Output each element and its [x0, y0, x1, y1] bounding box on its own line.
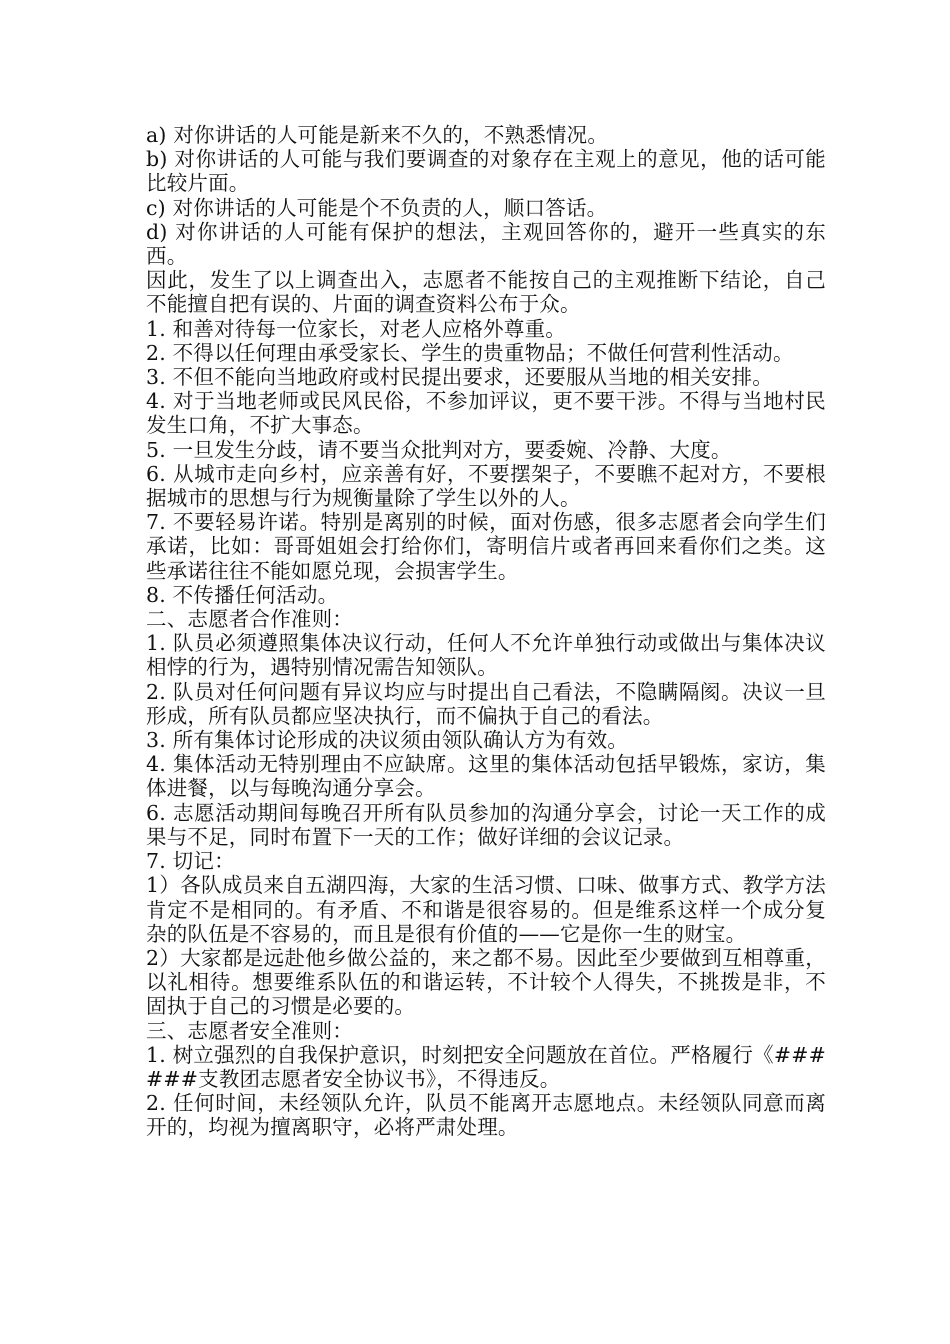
list-item: 4. 对于当地老师或民风民俗，不参加评议，更不要干涉。不得与当地村民发生口角，不扩大事态。	[146, 389, 826, 438]
document-body	[146, 123, 826, 1140]
section-heading: 二、志愿者合作准则：	[146, 607, 353, 632]
list-item: 3. 不但不能向当地政府或村民提出要求，还要服从当地的相关安排。	[146, 365, 773, 390]
list-item: 3. 所有集体讨论形成的决议须由领队确认方为有效。	[146, 728, 629, 753]
list-item: 4. 集体活动无特别理由不应缺席。这里的集体活动包括早锻炼，家访，集体进餐，以与每晚沟通分享会。	[146, 752, 826, 801]
list-item: 1. 队员必须遵照集体决议行动，任何人不允许单独行动或做出与集体决议相悖的行为，遇特别情况需告知领队。	[146, 631, 826, 680]
list-item: 5. 一旦发生分歧，请不要当众批判对方，要委婉、冷静、大度。	[146, 437, 732, 462]
paragraph: a) 对你讲话的人可能是新来不久的，不熟悉情况。	[146, 123, 609, 147]
paragraph: b) 对你讲话的人可能与我们要调查的对象存在主观上的意见，他的话可能比较片面。	[146, 147, 826, 196]
list-item: 7. 切记：	[146, 849, 235, 874]
paragraph: 因此，发生了以上调查出入，志愿者不能按自己的主观推断下结论，自己不能擅自把有误的、片面的调查资料公布于众。	[146, 268, 826, 317]
list-item: 8. 不传播任何活动。	[146, 582, 339, 607]
list-item: 6. 从城市走向乡村，应亲善有好，不要摆架子，不要瞧不起对方，不要根据城市的思想与行为规衡量除了学生以外的人。	[146, 461, 826, 511]
section-heading: 三、志愿者安全准则：	[146, 1018, 353, 1043]
list-item: 1）各队成员来自五湖四海，大家的生活习惯、口味、做事方式、教学方法肯定不是相同的。有矛盾、不和谐是很容易的。但是维系这样一个成分复杂的队伍是不容易的，而且是很有价值的——它是你一生的财宝。	[146, 873, 826, 946]
list-item: 6. 志愿活动期间每晚召开所有队员参加的沟通分享会，讨论一天工作的成果与不足，同时布置下一天的工作；做好详细的会议记录。	[146, 800, 826, 849]
list-item: 2. 队员对任何问题有异议均应与时提出自己看法，不隐瞒隔阂。决议一旦形成，所有队员都应坚决执行，而不偏执于自己的看法。	[146, 679, 826, 728]
list-item: 2. 不得以任何理由承受家长、学生的贵重物品；不做任何营利性活动。	[146, 340, 794, 365]
paragraph: c) 对你讲话的人可能是个不负责的人，顺口答话。	[146, 195, 608, 220]
list-item: 7. 不要轻易许诺。特别是离别的时候，面对伤感，很多志愿者会向学生们承诺，比如：哥哥姐姐会打给你们，寄明信片或者再回来看你们之类。这些承诺往往不能如愿兑现，会损害学生。	[146, 510, 826, 583]
list-item: 1. 树立强烈的自我保护意识，时刻把安全问题放在首位。严格履行《######支教团志愿者安全协议书》，不得违反。	[146, 1042, 826, 1091]
list-item: 2）大家都是远赴他乡做公益的，来之都不易。因此至少要做到互相尊重，以礼相待。想要维系队伍的和谐运转，不计较个人得失，不挑拨是非，不固执于自己的习惯是必要的。	[146, 945, 826, 1019]
paragraph: d) 对你讲话的人可能有保护的想法，主观回答你的，避开一些真实的东西。	[146, 219, 826, 269]
list-item: 1. 和善对待每一位家长，对老人应格外尊重。	[146, 316, 566, 341]
list-item: 2. 任何时间，未经领队允许，队员不能离开志愿地点。未经领队同意而离开的，均视为擅离职守，必将严肃处理。	[146, 1091, 826, 1140]
